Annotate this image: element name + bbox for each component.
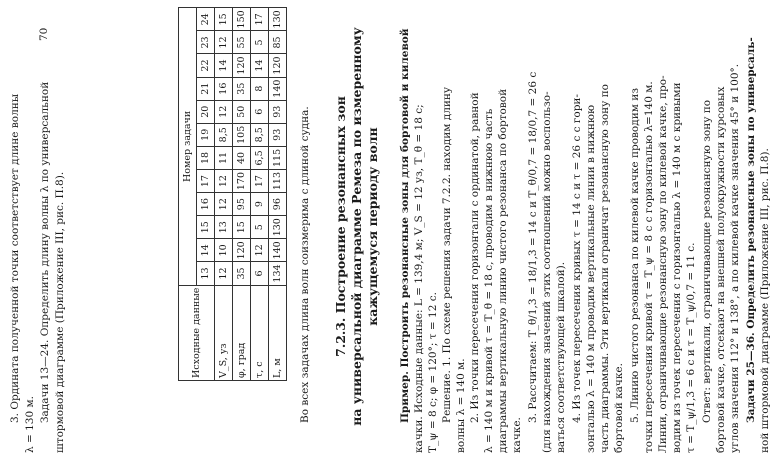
table-cell: 8	[251, 77, 269, 100]
body-line: ной штормовой диаграмме (Приложение III, рис. П.8).	[759, 148, 771, 453]
section-title-line: 7.2.3. Построение резонансных зон	[333, 96, 348, 357]
column-header: 17	[197, 170, 215, 193]
table-row	[215, 8, 233, 381]
body-line: τ = T_ψ/1,3 = 6 с и τ = T_ψ/0,7 = 11 с.	[685, 242, 697, 453]
table-cell: 6	[251, 100, 269, 123]
column-header: 15	[197, 216, 215, 239]
body-line: качке.	[511, 417, 523, 453]
column-header: 24	[197, 8, 215, 31]
section-title-line: кажущемуся периоду волн	[365, 127, 380, 326]
table-cell: 14	[215, 54, 233, 77]
table-cell: 11	[215, 146, 233, 169]
column-header: 18	[197, 146, 215, 169]
table-cell: 170	[233, 170, 251, 193]
table-cell: 40	[233, 146, 251, 169]
body-line: Задачи 25—36. Определить резонансные зоны по универсаль-	[745, 37, 757, 423]
intro-line: 3. Ордината полученной точки соответствует длине волны	[9, 93, 21, 423]
body-line: Ответ: вертикали, ограничивающие резонансную зону по	[701, 99, 713, 423]
table-cell: 150	[233, 8, 251, 31]
table-cell: 15	[233, 216, 251, 239]
table-cell: 50	[233, 100, 251, 123]
column-header: 19	[197, 123, 215, 146]
body-line: ваться соответствующей шкалой).	[555, 261, 567, 453]
table-note: Во всех задачах длина волн соизмерима с длиной судна.	[299, 106, 311, 423]
body-line: T_ψ = 8 с; φ = 120°; τ = 12 с.	[427, 292, 439, 453]
table-cell: 105	[233, 123, 251, 146]
column-header: 16	[197, 193, 215, 216]
body-line: 3. Рассчитаем: T_θ/1,3 = 18/1,3 = 14 с и T_θ/0,7 = 18/0,7 = 26 с	[527, 71, 539, 423]
row-label: φ, град	[233, 285, 251, 380]
table-row	[269, 8, 287, 381]
body-line: водим из точек пересечения с горизонталью λ = 140 м с кривыми	[671, 82, 683, 453]
table-cell: 12	[251, 239, 269, 262]
body-line: часть диаграммы. Эти вертикали ограничат резонансную зону по	[599, 84, 611, 453]
table-cell: 6,5	[251, 146, 269, 169]
table-cell: 9	[251, 193, 269, 216]
table-cell: 17	[251, 170, 269, 193]
table-cell: 15	[215, 8, 233, 31]
table-cell: 140	[269, 239, 287, 262]
table-cell: 115	[269, 146, 287, 169]
intro-line: λ = 130 м.	[24, 395, 36, 453]
table-cell: 85	[269, 31, 287, 54]
body-line: диаграммы вертикальную линию чистого резонанса по бортовой	[497, 88, 509, 453]
intro-line: Задачи 13—24. Определить длину волны λ по универсальной	[39, 81, 51, 423]
table-cell: 93	[269, 123, 287, 146]
body-line: точки пересечения кривой τ = T_ψ = 8 с с горизонталью λ=140 м.	[643, 81, 655, 453]
column-header: 13	[197, 262, 215, 285]
table-cell: 55	[233, 31, 251, 54]
table-body	[215, 8, 287, 381]
corner-header: Исходные данные	[179, 285, 215, 380]
table-cell: 5	[251, 31, 269, 54]
body-line: бортовой качке.	[613, 363, 625, 453]
body-line: Пример. Построить резонансные зоны для бортовой и килевой	[399, 28, 411, 423]
body-line: зонталью λ = 140 м проводим вертикальные линии в нижнюю	[585, 104, 597, 453]
body-line: Линии, ограничивающие резонансную зону по килевой качке, про-	[657, 75, 669, 453]
table-header-row	[179, 8, 197, 381]
table-cell: 12	[215, 170, 233, 193]
row-label: V_S, уз	[215, 285, 233, 380]
table-cell: 35	[233, 77, 251, 100]
body-line: 4. Из точек пересечения кривых τ = 14 с и τ = 26 с с гори-	[571, 94, 583, 423]
table-cell: 12	[215, 193, 233, 216]
table-cell: 8,5	[215, 123, 233, 146]
body-line: 5. Линию чистого резонанса по килевой качке проводим из	[629, 88, 641, 423]
table-cell: 12	[215, 31, 233, 54]
table-cell: 10	[215, 239, 233, 262]
table-cell: 6	[251, 262, 269, 285]
body-line: Решение. 1. По схеме решения задачи 7.2.2. находим длину	[441, 86, 453, 423]
row-label: τ, с	[251, 285, 269, 380]
body-line: качки. Исходные данные: L = 139,4 м; V_S = 12 уз, T_θ = 18 с;	[413, 104, 425, 453]
table-cell: 14	[251, 54, 269, 77]
table-cell: 17	[251, 8, 269, 31]
body-line: λ = 140 м и кривой τ = T_θ = 18 с, проводим в нижнюю часть	[483, 108, 495, 453]
section-title-line: на универсальной диаграмме Ремеза по измеренному	[349, 27, 364, 426]
column-header: 21	[197, 77, 215, 100]
table-cell: 130	[269, 216, 287, 239]
intro-line: штормовой диаграмме (Приложение III, рис. П.8).	[54, 171, 66, 453]
column-header: 22	[197, 54, 215, 77]
body-line: волны λ = 140 м.	[455, 358, 467, 453]
table-cell: 113	[269, 170, 287, 193]
table-cell: 120	[269, 54, 287, 77]
body-line: углов значения 112° и 138°, а по килевой качке значения 45° и 100°.	[729, 63, 741, 453]
table-cell: 13	[215, 216, 233, 239]
table-row	[233, 8, 251, 381]
page-number: 70	[38, 27, 50, 41]
table-cell: 120	[233, 239, 251, 262]
table-cell: 35	[233, 262, 251, 285]
column-header: 23	[197, 31, 215, 54]
table-cell: 130	[269, 8, 287, 31]
table-cell: 93	[269, 100, 287, 123]
table-cell: 120	[233, 54, 251, 77]
table-cell: 12	[215, 262, 233, 285]
body-line: 2. Из точки пересечения горизонтали с ординатой, равной	[469, 92, 481, 423]
row-label: L, м	[269, 285, 287, 380]
table-cell: 16	[215, 77, 233, 100]
column-header: 14	[197, 239, 215, 262]
table-cell: 5	[251, 216, 269, 239]
table-row	[251, 8, 269, 381]
table-cell: 8,5	[251, 123, 269, 146]
table-cell: 12	[215, 100, 233, 123]
table-cell: 96	[269, 193, 287, 216]
table-cell: 134	[269, 262, 287, 285]
group-header: Номер задачи	[179, 8, 197, 285]
body-line: бортовой качке, отсекают на внешней полуокружности курсовых	[715, 86, 727, 453]
body-line: (для нахождения значений этих соотношений можно воспользо-	[541, 91, 553, 453]
table-cell: 140	[269, 77, 287, 100]
input-data-table	[178, 7, 287, 381]
table-cell: 95	[233, 193, 251, 216]
column-header: 20	[197, 100, 215, 123]
